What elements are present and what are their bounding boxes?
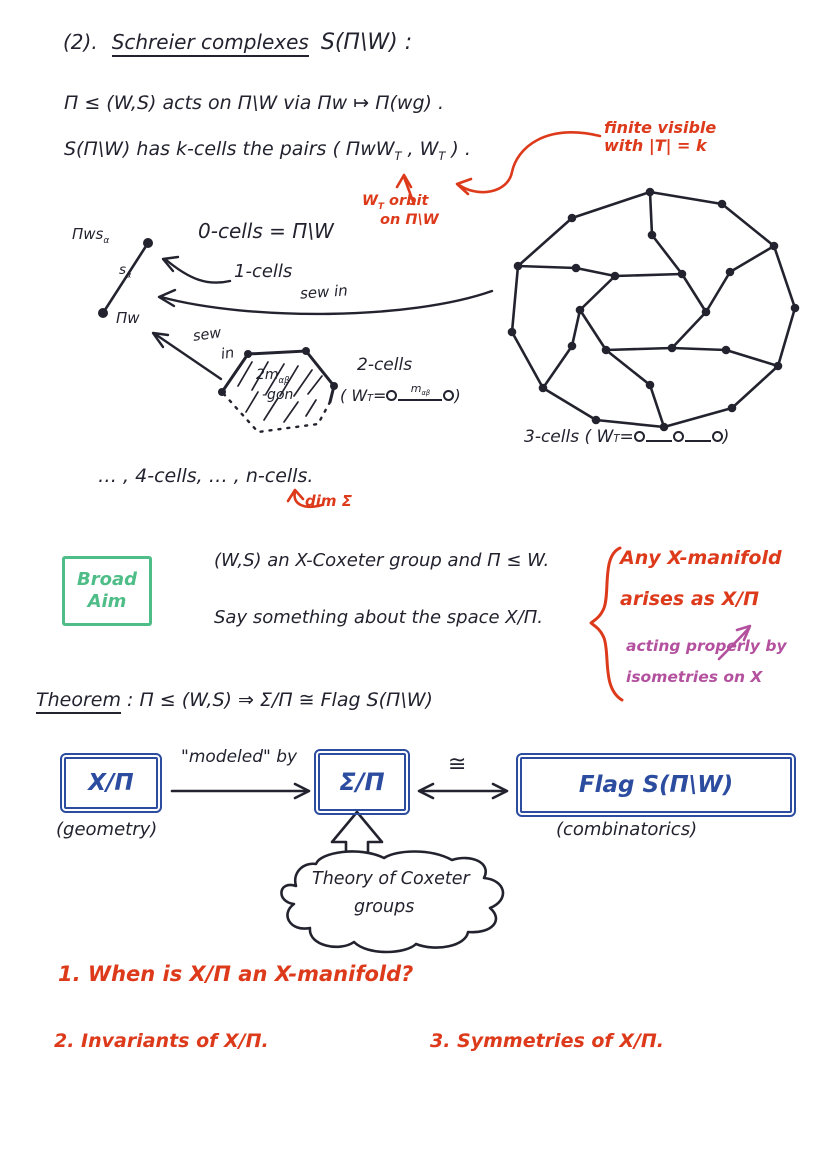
edge-label-s-alpha (119, 263, 131, 280)
note-finite-line2: with |T| = k (604, 136, 707, 156)
box-flag-complex (520, 757, 792, 813)
coxeter-node-icon (712, 431, 723, 442)
coxeter-node-icon (634, 431, 645, 442)
note-finite-line1: finite visible (604, 118, 717, 137)
question-1: 1. When is X/Π an X-manifold? (58, 962, 414, 986)
note-acting-properly-line2: isometries on X (626, 668, 763, 686)
two-cells-eq: = (373, 386, 387, 405)
cloud-text-line1: Theory of Coxeter (312, 869, 470, 889)
three-cells-post: ) (722, 427, 730, 447)
theorem-label: Theorem (36, 689, 121, 714)
modeled-by-label: "modeled" by (181, 747, 298, 767)
three-cells-eq: = (619, 427, 634, 447)
two-cells-title: 2-cells (357, 355, 413, 375)
vertex-label-bottom: Πw (116, 309, 140, 327)
box-geometry-space (64, 757, 158, 809)
section-symbol: S(Π\W) : (320, 30, 413, 55)
caption-geometry: (geometry) (56, 819, 158, 840)
dim-sigma-note: dim Σ (305, 492, 352, 510)
box-flag-label: Flag S(Π\W) (578, 772, 734, 798)
note-orbit (362, 193, 439, 229)
box-geometry-label: X/Π (88, 770, 134, 796)
note-finite-visible (604, 119, 716, 156)
vertex-label-top-sub: α (103, 236, 110, 247)
sew-in-long-label: sew in (299, 281, 349, 303)
broad-aim-box (62, 556, 152, 626)
two-cells-coxeter (340, 382, 461, 405)
n-cells-line: … , 4-cells, … , n-cells. (98, 465, 314, 487)
coxeter-edge (685, 440, 711, 442)
aim-statement-2: Say something about the space X/Π. (214, 607, 543, 628)
kcells-sub2: T (438, 149, 446, 164)
hexagon-label-base: 2m (256, 367, 279, 383)
two-cells-pre: ( W (340, 386, 368, 405)
theorem-line (36, 690, 433, 712)
orbit-rest: orbit (383, 193, 429, 209)
theorem-statement: : Π ≤ (W,S) ⇒ Σ/Π ≅ Flag S(Π\W) (120, 689, 433, 711)
isomorphic-symbol: ≅ (448, 752, 467, 777)
orbit-sub: T (378, 201, 384, 212)
kcells-sub1: T (394, 149, 402, 164)
aim-statement-1: (W,S) an X-Coxeter group and Π ≤ W. (214, 550, 550, 571)
box-sigma-label: Σ/Π (339, 768, 385, 796)
coxeter-node-icon (673, 431, 684, 442)
box-sigma-quotient (318, 753, 406, 811)
coxeter-node-icon (443, 390, 454, 401)
edge-label-base: s (119, 262, 127, 278)
hexagon-label-line1 (256, 367, 289, 385)
zero-cells-label: 0-cells = Π\W (198, 219, 334, 243)
edge-label-sub: α (126, 269, 132, 280)
question-2: 2. Invariants of X/Π. (54, 1030, 269, 1052)
orbit-base: W (362, 193, 378, 209)
note-any-manifold-line2: arises as X/Π (620, 588, 760, 610)
action-line: Π ≤ (W,S) acts on Π\W via Πw ↦ Π(wg) . (64, 92, 445, 114)
section-heading (63, 30, 412, 57)
vertex-label-top-base: Πws (72, 225, 104, 243)
polytope-3cell-sketch (508, 188, 800, 432)
cloud-text-line2: groups (354, 897, 415, 917)
kcells-mid: , W (401, 138, 439, 160)
three-cells-caption (524, 428, 729, 448)
coxeter-edge-label-sub: αβ (421, 389, 431, 398)
one-cells-label: 1-cells (234, 261, 293, 282)
question-3: 3. Symmetries of X/Π. (430, 1030, 665, 1052)
coxeter-edge-label (411, 383, 430, 398)
three-cells-pre: 3-cells ( W (524, 427, 614, 447)
note-acting-properly-line1: acting properly by (626, 637, 787, 655)
section-title: Schreier complexes (112, 31, 309, 57)
kcells-pre: S(Π\W) has k-cells the pairs ( ΠwW (64, 138, 395, 160)
coxeter-node-icon (386, 390, 397, 401)
broad-aim-line1: Broad (77, 568, 137, 590)
kcells-post: ) . (445, 138, 471, 160)
three-cells-sub: T (613, 434, 620, 445)
annotation-arrows (153, 257, 492, 379)
sew-in-short-line2: in (219, 345, 236, 363)
caption-combinatorics: (combinatorics) (556, 819, 698, 840)
section-number: (2). (63, 30, 98, 54)
two-cells-sub: T (367, 393, 374, 404)
red-curly-brace (591, 548, 622, 700)
orbit-line2: on Π\W (380, 211, 439, 228)
coxeter-edge-label-base: m (410, 382, 422, 396)
hexagon-label-sub: αβ (278, 374, 290, 385)
two-cells-post: ) (454, 386, 461, 405)
broad-aim-line2: Aim (87, 591, 127, 612)
hexagon-label-line2: -gon (262, 387, 294, 403)
sew-in-short-line1: sew (191, 325, 223, 345)
coxeter-edge (646, 440, 672, 442)
note-any-manifold-line1: Any X-manifold (620, 547, 782, 569)
kcells-line (64, 139, 471, 163)
vertex-label-top (72, 226, 109, 246)
